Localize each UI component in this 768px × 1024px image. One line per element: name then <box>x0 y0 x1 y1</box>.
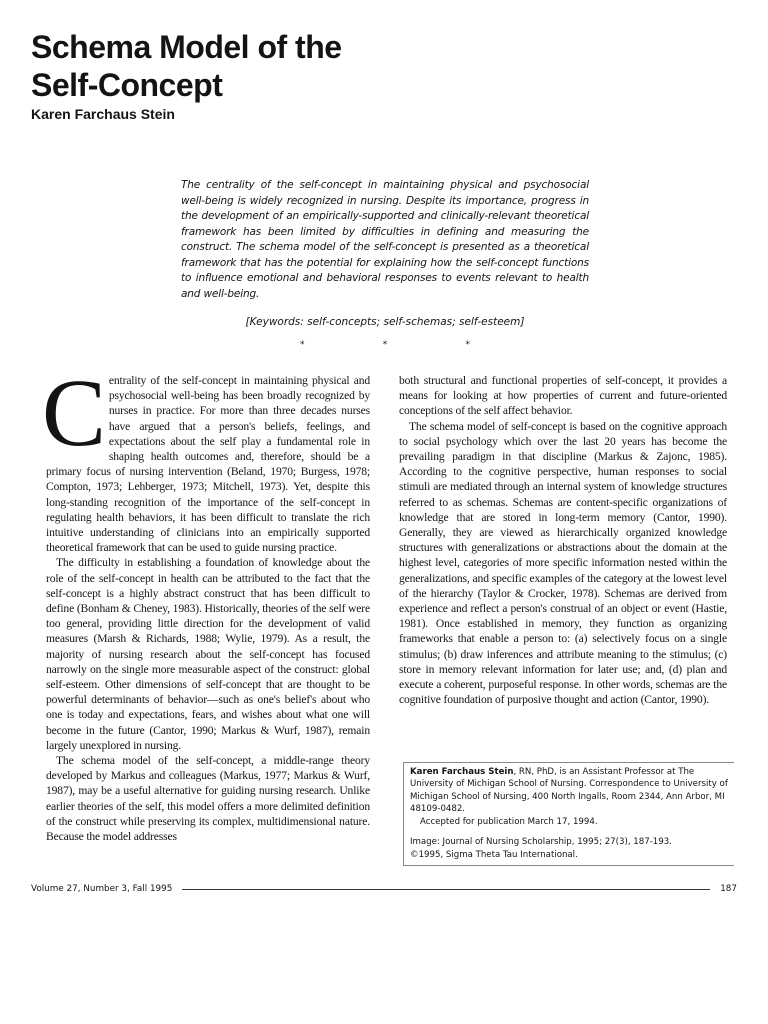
author-name: Karen Farchaus Stein <box>31 106 175 122</box>
body-paragraph <box>42 359 370 555</box>
body-paragraph: The difficulty in establishing a foundation of knowledge about the role of the self-concept in health can be attributed to the fact that the self-concept is a highly abstract construct that has been difficult to define (Bonham & Cheney, 1983). Historically, theories of the self were too general, providing little direction for the development of valid measures (Marsh & Richards, 1988; Wylie, 1979). As a result, the majority of nursing research about the self-concept has focused narrowly on the single more measurable aspect of the construct: global self-esteem. Other dimensions of self-concept that are thought to be powerful determinants of behavior—such as one's belief's about who one is today and expectations, fears, and wishes about what one will become in the future (Cantor, 1990; Markus & Wurf, 1987), remain largely unexplored in nursing. <box>46 556 370 752</box>
separator-star: * <box>300 340 305 350</box>
body-paragraph: The schema model of the self-concept, a middle-range theory developed by Markus and colleagues (Markus, 1977; Markus & Wurf, 1987), may be a useful alternative for guiding nursing research. Unlike earlier theories of the self, this model offers a more delimited definition of the construct while preserving its complex, multidimensional nature. Because the model addresses <box>46 754 370 844</box>
bio-text <box>410 766 728 815</box>
accepted-date: Accepted for publication March 17, 1994. <box>420 817 598 828</box>
title-line-1: Schema Model of the <box>31 29 342 65</box>
volume-info: Volume 27, Number 3, Fall 1995 <box>31 884 173 894</box>
copyright-notice: ©1995, Sigma Theta Tau International. <box>410 849 578 860</box>
paragraph-text: entrality of the self-concept in maintaining physical and psychosocial well-being has been broadly recognized by nurses in practice. For more than three decades nurses have argued that a person's beliefs, feelings, and expectations about the self play a fundamental role in shaping health outcomes and, therefore, should be a primary focus of nursing intervention (Beland, 1970; Burgess, 1978; Compton, 1973; Lehberger, 1973; Mitchell, 1973). Yet, despite this long-standing recognition of the importance of the self-concept in regulating health behaviors, it has been difficult to translate the rich intuitive understanding of clinicians into an empirically supported theoretical framework that can be used to guide nursing practice. <box>46 374 370 555</box>
page-number: 187 <box>720 884 737 894</box>
title-line-2: Self-Concept <box>31 67 223 103</box>
separator-star: * <box>465 340 470 350</box>
bio-details: , RN, PhD, is an Assistant Professor at The University of Michigan School of Nursing. Correspondence to University of Michigan School of Nursing, 400 North Ingalls, Room 2344, Ann Arbor, MI 48109-0482. <box>410 767 728 814</box>
footer-rule <box>182 889 710 890</box>
body-paragraph: The schema model of self-concept is based on the cognitive approach to social psychology which over the last 20 years has become the prevailing paradigm in that discipline (Markus & Zajonc, 1985). According to the cognitive perspective, human responses to social stimuli are mediated through an internal system of knowledge structures referred to as schemas. Schemas are content-specific organizations of knowledge that are stored in long-term memory (Cantor, 1990). Generally, they are viewed as hierarchically organized knowledge structures with generalizations or abstractions about the domain at the highest level, categories of more specific information nested within the generalizations, and specific examples of the category at the lowest level of the hierarchy (Taylor & Crocker, 1978). Schemas are derived from experience and reflect a person's construal of an object or event (Hastie, 1981). Once established in memory, they function as organizing frameworks that enable a person to: (a) selectively focus on a single stimulus; (b) draw inferences and attribute meaning to the stimulus; (c) store in memory relevant information for later use; and, (d) plan and execute a coherent, purposeful response. In other words, schemas are the cognitive foundation of purposive thought and action (Cantor, 1990). <box>399 419 727 707</box>
body-paragraph: both structural and functional properties of self-concept, it provides a means for looking at how properties of current and future-oriented conceptions of the self affect behavior. <box>399 374 727 418</box>
journal-citation: Image: Journal of Nursing Scholarship, 1995; 27(3), 187-193. <box>410 837 672 848</box>
separator-star: * <box>382 340 388 350</box>
author-bio-box <box>403 762 734 866</box>
drop-cap: C <box>42 359 106 466</box>
article-title <box>31 28 451 104</box>
body-column-left <box>42 359 370 844</box>
section-separator <box>300 340 470 350</box>
keywords: [Keywords: self-concepts; self-schemas; self-esteem] <box>245 316 525 328</box>
bio-author-name: Karen Farchaus Stein <box>410 767 514 777</box>
page-footer <box>31 884 737 894</box>
body-column-right <box>399 373 727 707</box>
abstract: The centrality of the self-concept in maintaining physical and psychosocial well-being is widely recognized in nursing. Despite its importance, progress in the development of an empirically-supported and clinically-relevant theoretical framework has been limited by difficulties in defining and measuring the construct. The schema model of the self-concept is presented as a theoretical framework that has the potential for explaining how the self-concept functions to influence emotional and behavioral responses to events relevant to health and well-being. <box>181 179 589 300</box>
